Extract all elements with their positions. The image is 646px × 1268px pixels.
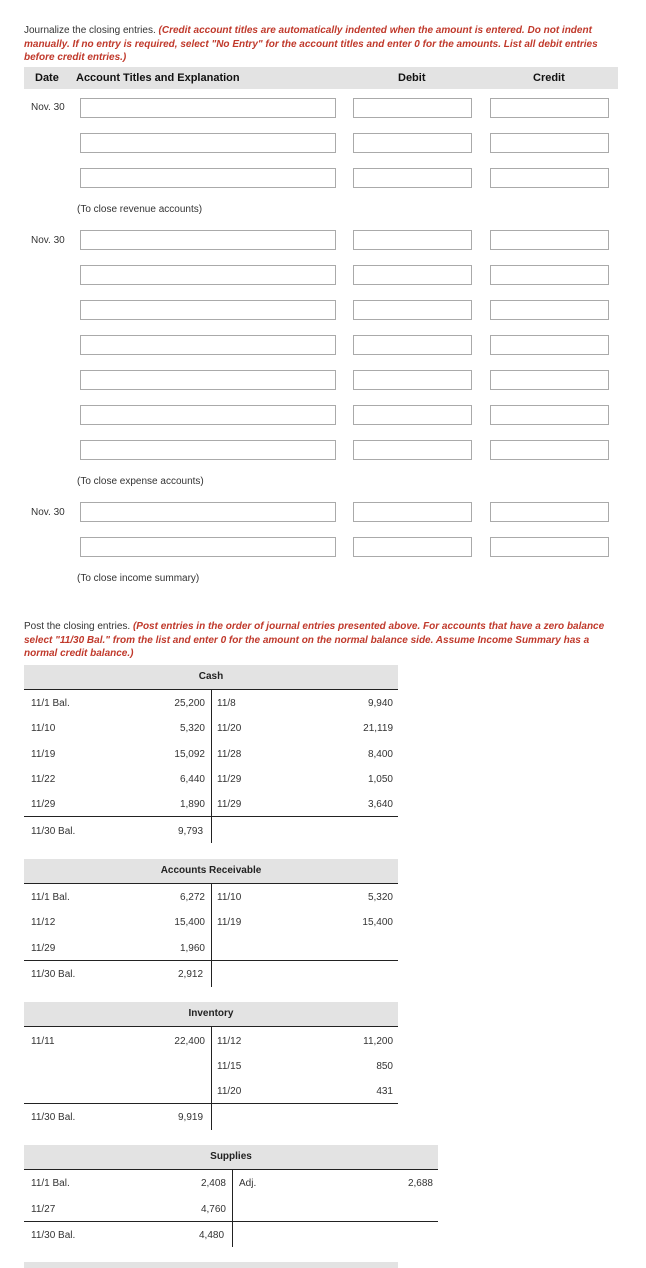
t-account-title: Supplies [24,1145,438,1169]
header-account: Account Titles and Explanation [76,72,240,84]
right-date: 11/15 [217,1061,242,1072]
t-account-rule [24,1169,438,1170]
balance-label: 11/30 Bal. [31,1112,76,1123]
posting-instruction-note: (Post entries in the order of journal entries presented above. For accounts that have a zero balance select "11/30 Bal." from the list and enter 0 for the amount on the normal balance side. Assume Income Summary has a normal credit balance.) [24,621,605,659]
left-amount: 6,272 [179,892,205,903]
balance-amount: 9,793 [178,826,204,837]
right-date: Adj. [239,1178,257,1189]
debit-input[interactable] [353,335,472,355]
debit-input[interactable] [353,230,472,250]
account-title-input[interactable] [80,537,336,557]
right-amount: 2,688 [407,1178,433,1189]
right-date: 11/12 [217,1036,242,1047]
left-amount: 1,890 [179,799,205,810]
credit-input[interactable] [490,168,609,188]
credit-input[interactable] [490,98,609,118]
t-account-divider [211,883,212,987]
t-account-balance-rule [24,960,398,961]
t-account-balance-rule [24,1103,398,1104]
header-credit: Credit [533,72,565,84]
entry-date: Nov. 30 [31,102,65,113]
left-amount: 4,760 [200,1204,226,1215]
credit-input[interactable] [490,300,609,320]
left-amount: 2,408 [200,1178,226,1189]
credit-input[interactable] [490,230,609,250]
t-account-title: Inventory [24,1002,398,1026]
credit-input[interactable] [490,335,609,355]
balance-amount: 9,919 [178,1112,204,1123]
left-date: 11/29 [31,799,56,810]
right-date: 11/20 [217,723,242,734]
account-title-input[interactable] [80,440,336,460]
t-account-balance-rule [24,816,398,817]
right-amount: 15,400 [362,917,393,928]
left-date: 11/1 Bal. [31,698,70,709]
left-date: 11/10 [31,723,56,734]
t-account-title: Accounts Receivable [24,859,398,883]
debit-input[interactable] [353,502,472,522]
credit-input[interactable] [490,502,609,522]
balance-label: 11/30 Bal. [31,1230,76,1241]
credit-input[interactable] [490,370,609,390]
right-amount: 850 [376,1061,393,1072]
journal-header [24,67,618,89]
left-date: 11/27 [31,1204,56,1215]
account-title-input[interactable] [80,265,336,285]
account-title-input[interactable] [80,133,336,153]
right-amount: 3,640 [367,799,393,810]
t-account-title: Cash [24,665,398,689]
credit-input[interactable] [490,405,609,425]
right-date: 11/10 [217,892,242,903]
debit-input[interactable] [353,168,472,188]
journal-instructions [24,24,622,65]
credit-input[interactable] [490,133,609,153]
right-amount: 431 [376,1086,393,1097]
debit-input[interactable] [353,440,472,460]
t-account-divider [211,1026,212,1130]
left-amount: 15,400 [174,917,205,928]
posting-instructions [24,620,624,661]
balance-label: 11/30 Bal. [31,826,76,837]
account-title-input[interactable] [80,168,336,188]
right-date: 11/28 [217,749,242,760]
credit-input[interactable] [490,537,609,557]
right-date: 11/8 [217,698,236,709]
entry-explanation: (To close income summary) [77,573,200,584]
right-date: 11/20 [217,1086,242,1097]
debit-input[interactable] [353,300,472,320]
header-debit: Debit [398,72,426,84]
header-date: Date [35,72,59,84]
left-amount: 15,092 [174,749,205,760]
journal-instruction-text: Journalize the closing entries. [24,25,156,36]
right-amount: 9,940 [367,698,393,709]
left-date: 11/11 [31,1036,55,1047]
credit-input[interactable] [490,440,609,460]
entry-date: Nov. 30 [31,235,65,246]
debit-input[interactable] [353,133,472,153]
next-t-account-header [24,1262,398,1268]
right-amount: 21,119 [363,723,393,734]
left-amount: 25,200 [174,698,205,709]
left-amount: 6,440 [179,774,205,785]
balance-label: 11/30 Bal. [31,969,76,980]
account-title-input[interactable] [80,502,336,522]
account-title-input[interactable] [80,98,336,118]
balance-amount: 4,480 [199,1230,225,1241]
entry-date: Nov. 30 [31,507,65,518]
balance-amount: 2,912 [178,969,204,980]
t-account-divider [232,1169,233,1247]
debit-input[interactable] [353,98,472,118]
debit-input[interactable] [353,265,472,285]
right-amount: 1,050 [367,774,393,785]
left-date: 11/1 Bal. [31,892,70,903]
right-date: 11/29 [217,799,242,810]
left-date: 11/29 [31,943,56,954]
right-amount: 5,320 [367,892,393,903]
right-amount: 11,200 [363,1036,393,1047]
left-date: 11/22 [31,774,56,785]
t-account-divider [211,689,212,843]
right-date: 11/19 [217,917,242,928]
left-date: 11/12 [31,917,56,928]
entry-explanation: (To close expense accounts) [77,476,204,487]
left-amount: 1,960 [179,943,205,954]
left-date: 11/19 [31,749,56,760]
right-date: 11/29 [217,774,242,785]
account-title-input[interactable] [80,370,336,390]
credit-input[interactable] [490,265,609,285]
posting-instruction-text: Post the closing entries. [24,621,131,632]
account-title-input[interactable] [80,335,336,355]
debit-input[interactable] [353,405,472,425]
left-date: 11/1 Bal. [31,1178,70,1189]
debit-input[interactable] [353,537,472,557]
left-amount: 5,320 [179,723,205,734]
entry-explanation: (To close revenue accounts) [77,204,203,215]
journal-instruction-note: (Credit account titles are automatically indented when the amount is entered. Do not indent manually. If no entry is required, select "No Entry" for the account titles and enter 0 for the amounts. List all debit entries before credit entries.) [24,25,598,63]
right-amount: 8,400 [367,749,393,760]
account-title-input[interactable] [80,405,336,425]
left-amount: 22,400 [174,1036,205,1047]
t-account-balance-rule [24,1221,438,1222]
debit-input[interactable] [353,370,472,390]
account-title-input[interactable] [80,300,336,320]
account-title-input[interactable] [80,230,336,250]
